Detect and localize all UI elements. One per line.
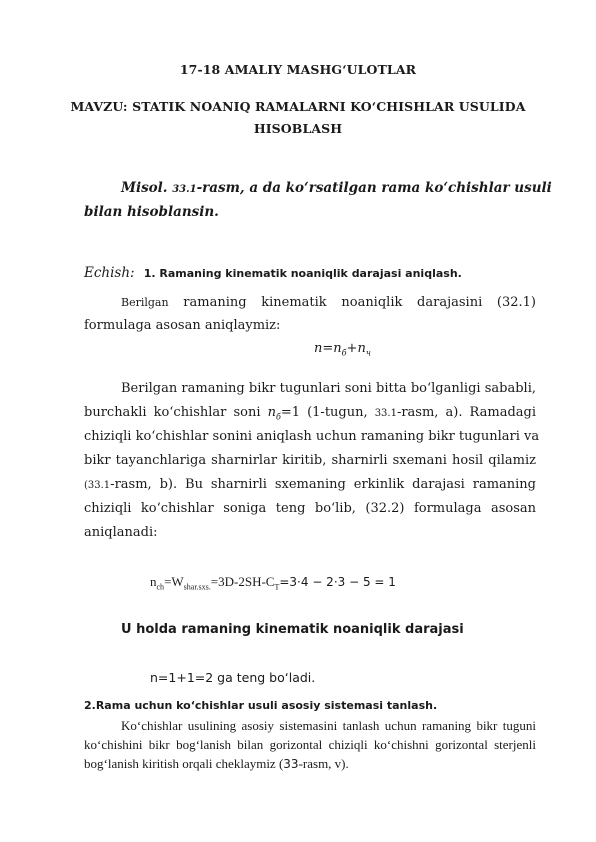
para2-math-val: =1 <box>280 405 300 420</box>
para2-l2-ref: 33.1 <box>374 408 397 419</box>
f2-eq1: =W <box>164 574 184 589</box>
example-line-1 <box>121 180 552 196</box>
example-text: -rasm, a da ko‘rsatilgan rama ko‘chishlar usuli <box>196 180 552 196</box>
f2-calc: =3·4 − 2·3 − 5 = 1 <box>279 575 396 589</box>
para2-math-sub: б <box>275 412 281 422</box>
para2-math <box>268 405 300 420</box>
step2-heading: 2.Rama uchun ko‘chishlar usuli asosiy sistemasi tanlash. <box>84 699 438 712</box>
step2-line-2: ko‘chishini bikr bog‘lanish bilan gorizontal chiziqli ko‘chishni gorizontal sterjenli <box>84 737 536 752</box>
topic-line-2: HISOBLASH <box>253 121 343 136</box>
f1-t1: n <box>333 341 342 356</box>
f1-lhs: n <box>314 341 323 356</box>
para1-line-1 <box>121 292 536 315</box>
para2-line-1: Berilgan ramaning bikr tugunlari soni bitta bo‘lganligi sababli, <box>121 381 536 396</box>
step2-line-1: Ko‘chishlar usulining asosiy sistemasini tanlash uchun ramaning bikr tuguni <box>121 718 536 733</box>
f1-t1-sub: б <box>341 348 347 358</box>
step2-l3-a: bog‘lanish kiritish orqali cheklaymiz ( <box>84 756 284 771</box>
para2-l5-rest: -rasm, b). Bu sharnirli sxemaning erkinlik darajasi ramaning <box>110 477 536 492</box>
f2-n-sub: ch <box>156 582 165 592</box>
para2-line-7: aniqlanadi: <box>84 525 158 540</box>
f1-plus: + <box>346 341 358 356</box>
f2-n: n <box>150 574 157 589</box>
para2-l2-c: -rasm, a). Ramadagi <box>396 405 536 420</box>
step2-l3-ref: 33 <box>283 757 299 771</box>
step1-heading: 1. Ramaning kinematik noaniqlik darajasi aniqlash. <box>143 267 462 280</box>
topic-line-1: MAVZU: STATIK NOANIQ RAMALARNI KO‘CHISHLAR USULIDA <box>70 99 526 114</box>
formula-kinematic <box>314 341 371 358</box>
formula-degree-of-freedom <box>150 573 396 597</box>
para2-line-5 <box>84 474 536 498</box>
solution-label: Echish: <box>84 265 135 281</box>
para2-l5-ref: (33.1 <box>84 480 111 491</box>
para3-heading: U holda ramaning kinematik noaniqlik darajasi <box>121 622 464 637</box>
f1-t2: n <box>357 341 366 356</box>
para3-result: n=1+1=2 ga teng bo‘ladi. <box>150 670 316 685</box>
para2-line-3: chiziqli ko‘chishlar sonini aniqlash uchun ramaning bikr tugunlari va <box>84 429 540 444</box>
para2-l2-a: burchakli ko‘chishlar soni <box>84 405 261 420</box>
step2-l3-b: -rasm, v). <box>298 756 349 771</box>
step2-line-3 <box>84 755 349 773</box>
f2-w-sub: shar.sxs. <box>183 582 211 592</box>
para2-l2-b: (1-tugun, <box>307 405 368 420</box>
f1-t2-sub: ч <box>365 348 371 358</box>
f2-rest: =3D-2SH-C <box>210 574 275 589</box>
solution-line <box>84 262 462 281</box>
example-ref: 33.1 <box>172 184 197 195</box>
example-line-2: bilan hisoblansin. <box>84 204 219 220</box>
f1-eq: = <box>322 341 334 356</box>
para1-rest: ramaning kinematik noaniqlik darajasini (32.1) <box>183 295 537 310</box>
para1-line-2: formulaga asosan aniqlaymiz: <box>84 318 281 333</box>
f2-c-sub: T <box>274 582 280 592</box>
example-label: Misol. <box>121 180 168 196</box>
para2-line-4: bikr tayanchlariga sharnirlar kiritib, sharnirli sxemani hosil qilamiz <box>84 453 536 468</box>
para2-line-6: chiziqli ko‘chishlar soniga teng bo‘lib, (32.2) formulaga asosan <box>84 501 536 516</box>
para1-word: Berilgan <box>121 296 169 309</box>
page-title: 17-18 AMALIY MASHG‘ULOTLAR <box>179 62 417 77</box>
para2-math-n: n <box>267 405 276 420</box>
